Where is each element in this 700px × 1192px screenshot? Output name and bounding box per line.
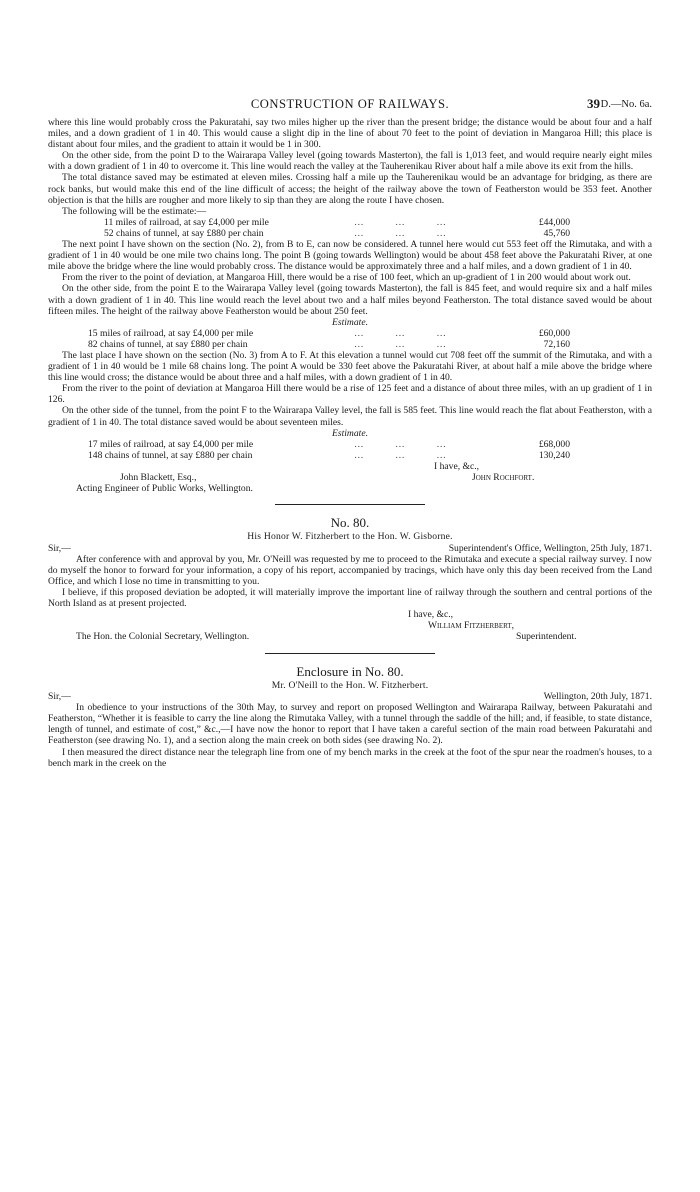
estimate-line [48,328,652,339]
section-subheading: His Honor W. Fitzherbert to the Hon. W. Gisborne. [247,531,453,543]
estimate-item: 15 miles of railroad, at say £4,000 per mile [88,327,254,339]
paragraph: In obedience to your instructions of the 30th May, to survey and report on proposed Wellington and Wairarapa Railway, between Pakuratahi and Featherston, “Whether it is feasible to carry the line along the Rimutaka Valley, with a tunnel through the saddle of the hill; and, if feasible, to state distance, length of tunnel, and estimate of cost,” &c.,—I have now the honor to report that I have taken a careful section of the main road between Pakuratahi and Featherston (see drawing No. 1), and a section along the main creek on both sides (see drawing No. 2). [48,702,652,747]
leader-dots: … … … [354,449,447,461]
estimate-item: 82 chains of tunnel, at say £880 per chain [88,338,248,350]
estimate-item: 17 miles of railroad, at say £4,000 per mile [88,438,254,450]
estimate-line [48,228,652,239]
section-heading: Enclosure in No. 80. [296,663,404,679]
estimate-item: 148 chains of tunnel, at say £880 per chain [88,449,253,461]
estimate-label: Estimate. [332,316,368,328]
paragraph: The total distance saved may be estimated at eleven miles. Crossing half a mile up the Tauherenikau would be an advantage for bridging, as there are rock banks, but would make this end of the line difficult of access; the height of the railway above the town of Featherston would be 353 feet. Another objection is that the hills are rougher and more likely to sip than they are along the route I have chosen. [48,172,652,206]
signature-line [48,472,652,483]
closing: I have, &c., [434,460,480,472]
estimate-amount: £68,000 [538,438,570,450]
section-subheading: Mr. O'Neill to the Hon. W. Fitzherbert. [271,679,429,691]
paragraph: The following will be the estimate:— [62,205,207,217]
section-heading: No. 80. [330,515,370,531]
closing-line [48,461,652,472]
section-divider [275,504,425,505]
paragraph: where this line would probably cross the Pakuratahi, say two miles higher up the river than the present bridge; the distance would be about four and a half miles, and a down gradient of 1 in 40. This would cause a slight dip in the line of about 70 feet to the point of deviation in Mangaroa Hill; this place is distant about four miles, and the gradient to attain it would be 1 in 300. [48,117,652,151]
closing-line [48,609,652,620]
document-page [48,96,652,769]
estimate-line [48,439,652,450]
signature: John Rochfort. [472,472,535,483]
paragraph: I then measured the direct distance near the telegraph line from one of my bench marks in the creek at the foot of the spur near the roadmen's houses, to a bench mark in the creek on the [48,746,652,769]
page-number: 39 [587,96,600,111]
salutation: Sir,— [48,691,71,703]
place-date: Wellington, 20th July, 1871. [543,691,652,703]
paragraph: From the river to the point of deviation at Mangaroa Hill there would be a rise of 125 feet and a distance of about three miles, with an up gradient of 1 in 126. [48,383,652,406]
estimate-item: 52 chains of tunnel, at say £880 per chain [104,227,264,239]
salutation-line [48,543,652,554]
signature: William Fitzherbert, [428,620,515,632]
estimate-line [48,217,652,228]
paragraph: From the river to the point of deviation, at Mangaroa Hill, there would be a rise of 100 feet, which an up-gradient of 1 in 200 would about work out. [62,272,631,284]
addressee-line [48,483,652,494]
estimate-amount: 45,760 [543,227,570,239]
place-date: Superintendent's Office, Wellington, 25th July, 1871. [448,542,652,554]
addressee-title: Acting Engineer of Public Works, Wellington. [76,483,253,495]
salutation-line [48,691,652,702]
paragraph: The last place I have shown on the section (No. 3) from A to F. At this elevation a tunnel would cut 708 feet off the summit of the Rimutaka, and with a gradient of 1 in 40 would be 1 mile 68 chains long. The point A would be 330 feet above the Pakuratahi River, at about half a mile above the bridge where this line would cross; the distance would be about three and a half miles, with a down gradient of 1 in 40. [48,349,652,384]
leader-dots: … … … [354,327,447,339]
estimate-amount: £60,000 [538,327,570,339]
paragraph: The next point I have shown on the section (No. 2), from B to E, can now be considered. A tunnel here would cut 553 feet off the Rimutaka, and with a gradient of 1 in 40 would be one mile two chains long. The point B (going towards Wellington) would be about 458 feet above the Pakuratahi River, at one mile above the bridge where the line would probably cross. The distance would be approximately three and a half miles, and a down gradient of 1 in 40. [48,239,652,273]
paper-reference: D.—No. 6a. [600,99,652,110]
estimate-line [48,339,652,350]
estimate-amount: 130,240 [538,449,570,461]
running-head-title: CONSTRUCTION OF RAILWAYS. [250,97,450,111]
addressee-line [48,631,652,642]
addressee-name: John Blackett, Esq., [120,472,197,483]
salutation: Sir,— [48,542,71,554]
leader-dots: … … … [354,227,447,239]
estimate-label: Estimate. [332,427,368,439]
paragraph: On the other side, from the point E to the Wairarapa Valley level (going towards Masterton), the fall is 845 feet, and would require six and a half miles with a down gradient of 1 in 40. This line would reach the level about two and a half miles beyond Featherston. The total distance saved would be about fifteen miles. The height of the railway above Featherston would be about 250 feet. [48,283,652,317]
estimate-amount: £44,000 [538,216,570,228]
signature-line [48,620,652,631]
signature-title: Superintendent. [516,631,577,643]
leader-dots: … … … [354,216,447,228]
estimate-amount: 72,160 [543,338,570,350]
paragraph: After conference with and approval by you, Mr. O'Neill was requested by me to proceed to the Rimutaka and execute a special railway survey. I now do myself the honor to forward for your information, a copy of his report, accompanied by tracings, which have only this day been received from the Land Office, and which I lose no time in transmitting to you. [48,553,652,587]
estimate-item: 11 miles of railroad, at say £4,000 per mile [104,216,269,228]
estimate-line [48,450,652,461]
paragraph: On the other side, from the point D to the Wairarapa Valley level (going towards Masterton), the fall is 1,013 feet, and would require nearly eight miles with a down gradient of 1 in 40 to overcome it. This line would reach the valley at the Tauherenikau River about half a mile above its exit from the hills. [48,150,652,173]
paragraph: On the other side of the tunnel, from the point F to the Wairarapa Valley level, the fall is 585 feet. This line would reach the flat about Featherston, with a gradient of 1 in 40. The total distance saved would be about seventeen miles. [48,405,652,428]
leader-dots: … … … [354,338,447,350]
addressee: The Hon. the Colonial Secretary, Wellington. [76,631,250,643]
section-divider [265,653,435,654]
paragraph: I believe, if this proposed deviation be adopted, it will materially improve the important line of railway through the southern and central portions of the North Island as at present projected. [48,587,652,610]
leader-dots: … … … [354,438,447,450]
running-head [48,96,652,114]
closing: I have, &c., [408,609,454,621]
